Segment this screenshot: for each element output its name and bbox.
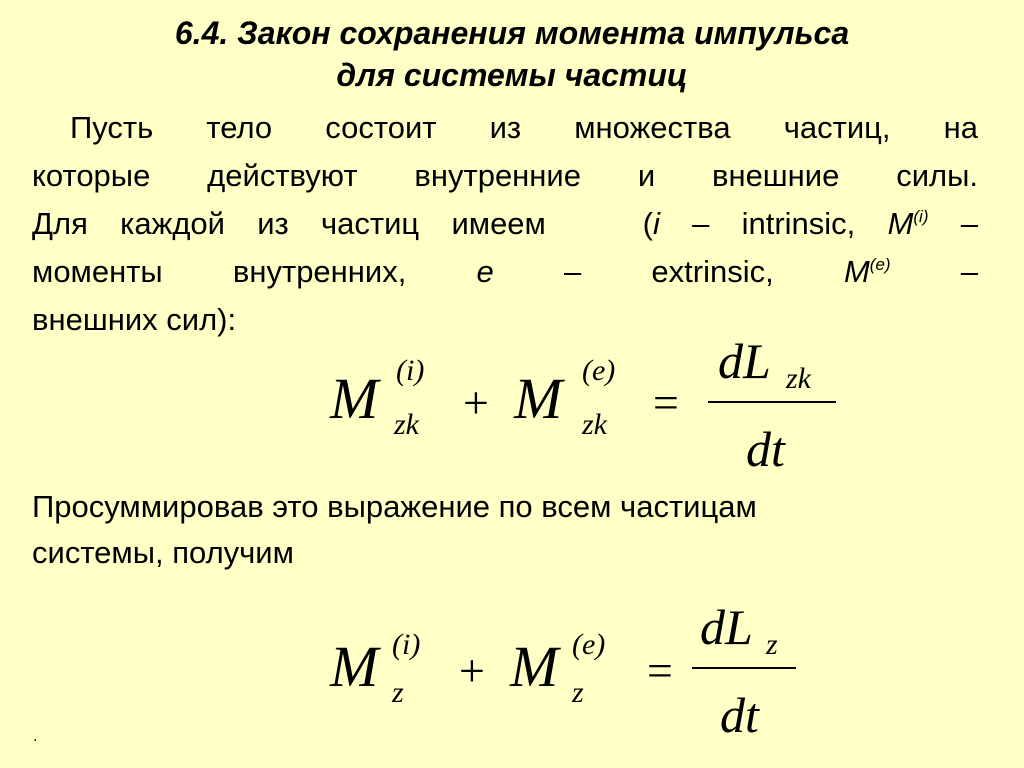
- f2-M2: M: [510, 634, 559, 699]
- formula-per-particle-svg: [320, 330, 860, 480]
- f2-num: dL: [700, 599, 753, 655]
- intro-line-4: моменты внутренних, e – extrinsic, $M^{(e)}$ –: [32, 254, 979, 289]
- f2-plus: +: [456, 645, 488, 696]
- f2-M1: M: [330, 634, 379, 699]
- f2-eq: =: [644, 645, 676, 696]
- f1-M1: M: [330, 366, 379, 431]
- f1-den: dt: [746, 421, 785, 477]
- f1-sup-e: (e): [582, 354, 616, 387]
- f1-sub-2: zk: [582, 408, 607, 441]
- summary-line-1: Просуммировав это выражение по всем частицам: [32, 489, 757, 524]
- summary-line-2: системы, получим: [32, 535, 294, 570]
- formula-per-particle: [320, 330, 860, 480]
- f1-sub-1: zk: [394, 408, 419, 441]
- f2-num-sub: z: [766, 628, 778, 661]
- summary-paragraph: [32, 484, 978, 576]
- intro-line-5: внешних сил):: [32, 302, 237, 337]
- slide-title: [0, 12, 1024, 96]
- f2-sup-e: (e): [572, 628, 606, 661]
- intro-line-3: Для каждой из частиц имеем (i – intrinsic, $M^{(i)}$ –: [32, 206, 978, 241]
- f2-den: dt: [720, 687, 759, 743]
- f2-sub-1: z: [392, 676, 404, 709]
- intro-paragraph: [32, 104, 978, 344]
- f2-sub-2: z: [572, 676, 584, 709]
- intro-line-1: Пусть тело состоит из множества частиц, на: [70, 110, 978, 145]
- title-line-2: для системы частиц: [336, 57, 688, 93]
- title-line-1: 6.4. Закон сохранения момента импульса: [174, 15, 850, 51]
- f1-num: dL: [718, 333, 771, 389]
- f1-num-sub: zk: [786, 362, 811, 395]
- footer-dot: .: [33, 728, 38, 745]
- f1-eq: =: [650, 377, 682, 428]
- formula-system-svg: [320, 600, 840, 750]
- f1-sup-i: (i): [396, 354, 425, 387]
- formula-system: [320, 600, 840, 750]
- f1-M2: M: [514, 366, 563, 431]
- f2-sup-i: (i): [392, 628, 421, 661]
- intro-line-2: которые действуют внутренние и внешние силы.: [32, 158, 978, 193]
- f1-plus: +: [460, 377, 492, 428]
